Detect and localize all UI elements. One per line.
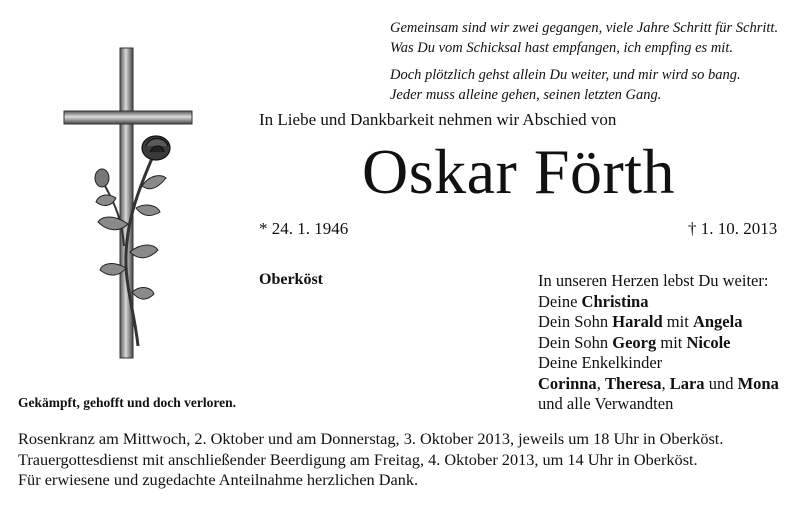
mourner-text: Dein Sohn xyxy=(538,312,613,331)
mourner-name: Corinna xyxy=(538,373,597,393)
mourner-line xyxy=(538,312,779,333)
mourner-name: Nicole xyxy=(686,332,731,352)
mourner-line xyxy=(538,333,779,354)
mourner-name: Georg xyxy=(612,332,657,352)
mourner-text: Dein Sohn xyxy=(538,332,613,352)
mourner-name: Mona xyxy=(737,373,779,393)
deceased-name: Oskar Förth xyxy=(362,136,676,207)
birth-date: * 24. 1. 1946 xyxy=(259,219,349,238)
place-name: Oberköst xyxy=(259,271,323,288)
mourner-text: mit xyxy=(662,312,693,331)
mourner-line xyxy=(538,374,779,395)
mourner-text: Deine xyxy=(538,291,582,311)
cross-with-rose-image xyxy=(58,46,208,366)
death-date: † 1. 10. 2013 xyxy=(688,219,778,238)
intro-text: In Liebe und Dankbarkeit nehmen wir Abschied von xyxy=(259,110,617,129)
poem-line: Gemeinsam sind wir zwei gegangen, viele Jahre Schritt für Schritt. xyxy=(390,20,779,36)
motto-text: Gekämpft, gehofft und doch verloren. xyxy=(18,395,236,410)
footer-line: Rosenkranz am Mittwoch, 2. Oktober und am Donnerstag, 3. Oktober 2013, jeweils um 18 Uhr in Oberköst. xyxy=(18,429,724,448)
footer-line: Trauergottesdienst mit anschließender Beerdigung am Freitag, 4. Oktober 2013, um 14 Uhr in Oberköst. xyxy=(18,449,698,469)
mourners-intro: In unseren Herzen lebst Du weiter: xyxy=(538,271,769,290)
poem-stanza-2 xyxy=(390,65,790,105)
poem-line: Doch plötzlich gehst allein Du weiter, und mir wird so bang. xyxy=(390,67,741,83)
poem xyxy=(390,18,790,112)
mourner-line: Deine Enkelkinder xyxy=(538,353,663,372)
mourner-text: , xyxy=(596,373,605,393)
mourners-list xyxy=(538,271,779,415)
mourner-text: und xyxy=(704,373,738,393)
mourner-text: , xyxy=(661,373,670,393)
poem-line: Was Du vom Schicksal hast empfangen, ich empfing es mit. xyxy=(390,40,733,56)
mourner-line: und alle Verwandten xyxy=(538,394,674,413)
poem-stanza-1 xyxy=(390,18,790,58)
mourner-name: Harald xyxy=(612,312,663,331)
poem-line: Jeder muss alleine gehen, seinen letzten Gang. xyxy=(390,87,662,103)
footer-notice xyxy=(18,429,793,491)
mourner-name: Angela xyxy=(692,312,743,331)
mourner-line xyxy=(538,292,779,313)
mourner-name: Theresa xyxy=(604,373,662,393)
mourner-name: Christina xyxy=(581,291,649,311)
mourner-text: mit xyxy=(656,332,687,352)
mourner-name: Lara xyxy=(669,373,705,393)
footer-line: Für erwiesene und zugedachte Anteilnahme herzlichen Dank. xyxy=(18,470,419,489)
